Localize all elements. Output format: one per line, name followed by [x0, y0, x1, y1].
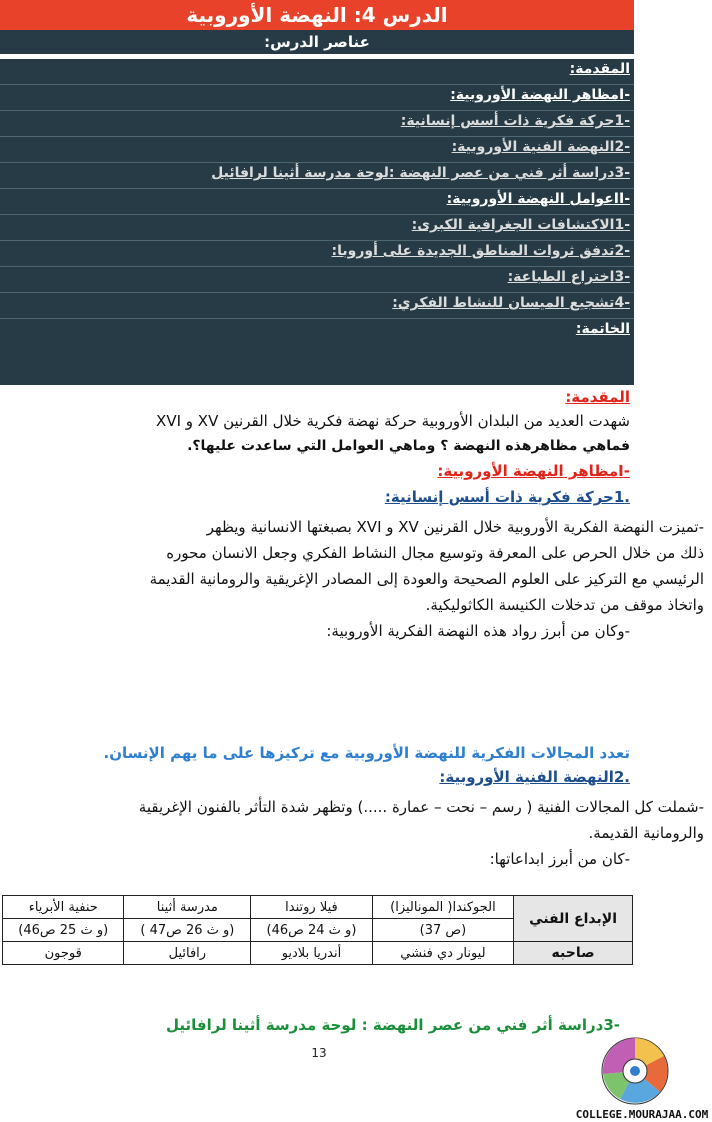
paragraph-line: واتخاذ موقف من تدخلات الكنيسة الكاثوليكية.	[425, 596, 704, 614]
outline-item: -Iمظاهر النهضة الأوروبية:	[450, 87, 630, 103]
table-cell: (و ث 26 ص47 )	[124, 919, 251, 942]
outline-item: -3اختراع الطباعة:	[507, 269, 630, 285]
table-header-cell: الإبداع الفني	[514, 896, 633, 942]
table-cell: الجوكندا( الموناليزا)	[372, 896, 514, 919]
subsection-2-heading: .2النهضة الفنية الأوروبية:	[439, 768, 630, 786]
subsection-1-heading: .1حركة فكرية ذات أسس إنسانية:	[384, 488, 630, 506]
table-cell: قوجون	[3, 942, 124, 965]
table-cell: (و ث 25 ص46)	[3, 919, 124, 942]
table-cell: (ص 37)	[372, 919, 514, 942]
table-cell: رافائيل	[124, 942, 251, 965]
art-works-table	[2, 895, 633, 965]
lesson-title: الدرس 4: النهضة الأوروبية	[186, 3, 448, 27]
paragraph-3	[0, 794, 704, 846]
table-cell: ليونار دي فنشي	[372, 942, 514, 965]
lesson-elements-title: عناصر الدرس:	[264, 33, 370, 51]
outline-item: -4تشجيع الميسان للنشاط الفكري:	[392, 295, 630, 311]
paragraph-line: -تميزت النهضة الفكرية الأوروبية خلال القرنين XV و XVI بصبغتها الانسانية ويظهر	[206, 518, 704, 536]
section-1-heading: -Iمظاهر النهضة الأوروبية:	[437, 462, 630, 480]
table-cell: أندريا بلاديو	[251, 942, 372, 965]
paragraph-line: -شملت كل المجالات الفنية ( رسم – نحت – عمارة .....) وتظهر شدة التأثر بالفنون الإغريقية	[138, 798, 704, 816]
logo-text: COLLEGE.MOURAJAA.COM	[575, 1108, 709, 1121]
table-header-cell: صاحبه	[514, 942, 633, 965]
outline-item: المقدمة:	[569, 61, 630, 77]
lesson-outline	[0, 59, 634, 385]
table-row	[3, 896, 633, 919]
table-cell: حنفية الأبرياء	[3, 896, 124, 919]
table-cell: (و ث 24 ص46)	[251, 919, 372, 942]
outline-item: الخاتمة:	[575, 321, 630, 337]
summary-line: تعدد المجالات الفكرية للنهضة الأوروبية مع تركيزها على ما يهم الإنسان.	[103, 744, 630, 762]
intro-heading: المقدمة:	[565, 388, 630, 406]
paragraph-line: الرئيسي مع التركيز على العلوم الصحيحة والعودة إلى المصادر الإغريقية والرومانية القديمة	[149, 570, 704, 588]
outline-item: -2النهضة الفنية الأوروبية:	[451, 139, 630, 155]
table-row	[3, 942, 633, 965]
outline-item: -2تدفق ثروات المناطق الجديدة على أوروبا:	[331, 243, 630, 259]
intro-question: فماهي مظاهرهذه النهضة ؟ وماهي العوامل التي ساعدت عليها؟.	[187, 438, 630, 454]
site-logo-icon	[600, 1036, 670, 1106]
outline-item: -1الاكتشافات الجغرافية الكبرى:	[411, 217, 630, 233]
outline-item: -IIعوامل النهضة الأوروبية:	[446, 191, 630, 207]
outline-item: -1حركة فكرية ذات أسس إنسانية:	[400, 113, 630, 129]
paragraph-line: والرومانية القديمة.	[588, 824, 704, 842]
table-cell: مدرسة أثينا	[124, 896, 251, 919]
paragraph-line: ذلك من خلال الحرص على المعرفة وتوسيع مجال النشاط الفكري وجعل الانسان محوره	[166, 544, 704, 562]
paragraph-2: -وكان من أبرز رواد هذه النهضة الفكرية الأوروبية:	[326, 622, 630, 640]
page-number: 13	[311, 1046, 327, 1060]
paragraph-4: -كان من أبرز ابداعاتها:	[489, 850, 630, 868]
section-3-heading: -3دراسة أثر فني من عصر النهضة : لوحة مدرسة أثينا لرافائيل	[166, 1016, 620, 1034]
intro-text: شهدت العديد من البلدان الأوروبية حركة نهضة فكرية خلال القرنين XV و XVI	[156, 412, 630, 430]
outline-item: -3دراسة أثر فني من عصر النهضة :لوحة مدرسة أثينا لرافائيل	[211, 165, 630, 181]
paragraph-1	[0, 514, 704, 618]
table-cell: فيلا روتندا	[251, 896, 372, 919]
